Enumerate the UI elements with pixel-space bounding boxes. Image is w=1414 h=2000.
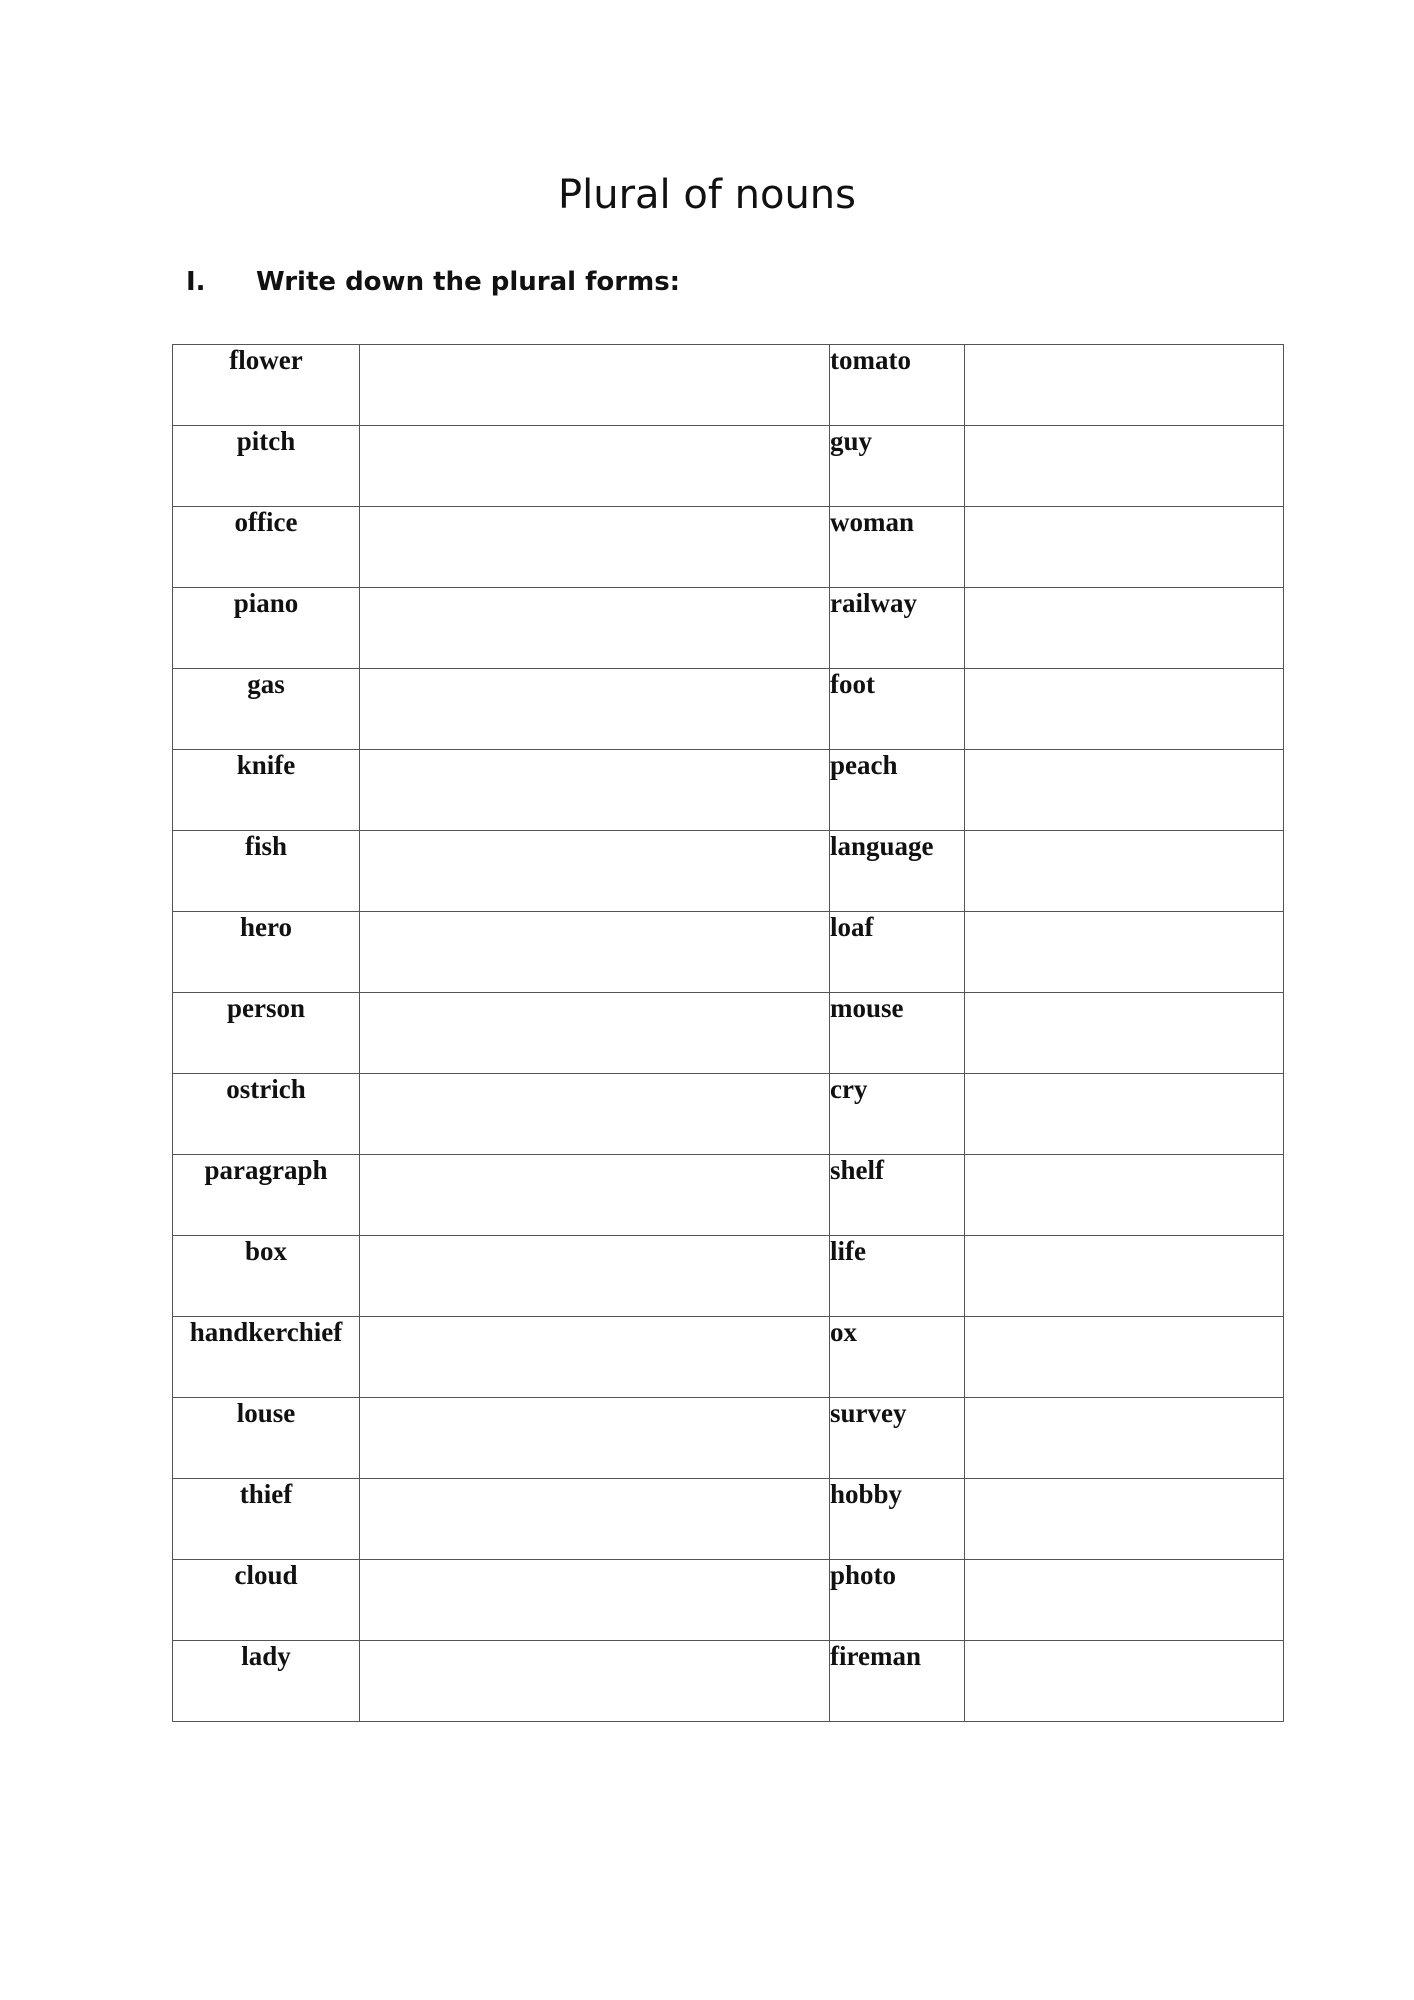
table-row xyxy=(173,750,1284,831)
plural-answer-cell[interactable] xyxy=(360,1236,830,1317)
plural-forms-table xyxy=(172,344,1284,1722)
singular-noun: shelf xyxy=(830,1155,965,1236)
singular-noun: flower xyxy=(173,345,360,426)
table-row xyxy=(173,426,1284,507)
table-row xyxy=(173,507,1284,588)
table-row xyxy=(173,1641,1284,1722)
singular-noun: fireman xyxy=(830,1641,965,1722)
singular-noun: hero xyxy=(173,912,360,993)
exercise-heading xyxy=(186,267,680,297)
singular-noun: peach xyxy=(830,750,965,831)
table-row xyxy=(173,669,1284,750)
singular-noun: guy xyxy=(830,426,965,507)
plural-answer-cell[interactable] xyxy=(360,993,830,1074)
table-row xyxy=(173,1398,1284,1479)
singular-noun: thief xyxy=(173,1479,360,1560)
singular-noun: loaf xyxy=(830,912,965,993)
plural-answer-cell[interactable] xyxy=(360,912,830,993)
plural-answer-cell[interactable] xyxy=(965,831,1284,912)
singular-noun: louse xyxy=(173,1398,360,1479)
singular-noun: railway xyxy=(830,588,965,669)
plural-answer-cell[interactable] xyxy=(965,1641,1284,1722)
plural-answer-cell[interactable] xyxy=(360,588,830,669)
singular-noun: hobby xyxy=(830,1479,965,1560)
plural-answer-cell[interactable] xyxy=(965,1155,1284,1236)
plural-answer-cell[interactable] xyxy=(360,1155,830,1236)
plural-answer-cell[interactable] xyxy=(965,669,1284,750)
singular-noun: fish xyxy=(173,831,360,912)
singular-noun: box xyxy=(173,1236,360,1317)
singular-noun: language xyxy=(830,831,965,912)
singular-noun: cry xyxy=(830,1074,965,1155)
singular-noun: ox xyxy=(830,1317,965,1398)
plural-answer-cell[interactable] xyxy=(360,1641,830,1722)
plural-answer-cell[interactable] xyxy=(360,345,830,426)
plural-answer-cell[interactable] xyxy=(965,1317,1284,1398)
plural-answer-cell[interactable] xyxy=(360,1074,830,1155)
singular-noun: pitch xyxy=(173,426,360,507)
singular-noun: handkerchief xyxy=(173,1317,360,1398)
table-row xyxy=(173,1479,1284,1560)
singular-noun: knife xyxy=(173,750,360,831)
page-title: Plural of nouns xyxy=(557,172,856,218)
table-row xyxy=(173,1317,1284,1398)
plural-answer-cell[interactable] xyxy=(360,507,830,588)
plural-answer-cell[interactable] xyxy=(965,1479,1284,1560)
plural-answer-cell[interactable] xyxy=(360,831,830,912)
plural-answer-cell[interactable] xyxy=(965,750,1284,831)
table-row xyxy=(173,588,1284,669)
table-row xyxy=(173,1074,1284,1155)
plural-answer-cell[interactable] xyxy=(965,912,1284,993)
singular-noun: paragraph xyxy=(173,1155,360,1236)
table-row xyxy=(173,345,1284,426)
table-row xyxy=(173,993,1284,1074)
plural-answer-cell[interactable] xyxy=(965,507,1284,588)
plural-answer-cell[interactable] xyxy=(965,345,1284,426)
singular-noun: tomato xyxy=(830,345,965,426)
singular-noun: piano xyxy=(173,588,360,669)
plural-answer-cell[interactable] xyxy=(965,993,1284,1074)
plural-answer-cell[interactable] xyxy=(965,1236,1284,1317)
plural-answer-cell[interactable] xyxy=(360,1560,830,1641)
table-row xyxy=(173,831,1284,912)
singular-noun: survey xyxy=(830,1398,965,1479)
exercise-number: I. xyxy=(186,267,206,297)
plural-answer-cell[interactable] xyxy=(965,426,1284,507)
plural-answer-cell[interactable] xyxy=(360,1479,830,1560)
singular-noun: office xyxy=(173,507,360,588)
table-row xyxy=(173,1236,1284,1317)
singular-noun: ostrich xyxy=(173,1074,360,1155)
plural-answer-cell[interactable] xyxy=(965,1074,1284,1155)
singular-noun: foot xyxy=(830,669,965,750)
plural-answer-cell[interactable] xyxy=(360,750,830,831)
plural-answer-cell[interactable] xyxy=(965,1560,1284,1641)
singular-noun: life xyxy=(830,1236,965,1317)
singular-noun: lady xyxy=(173,1641,360,1722)
plural-answer-cell[interactable] xyxy=(360,1398,830,1479)
singular-noun: photo xyxy=(830,1560,965,1641)
singular-noun: cloud xyxy=(173,1560,360,1641)
plural-answer-cell[interactable] xyxy=(360,1317,830,1398)
singular-noun: mouse xyxy=(830,993,965,1074)
plural-answer-cell[interactable] xyxy=(360,669,830,750)
table-row xyxy=(173,1155,1284,1236)
singular-noun: woman xyxy=(830,507,965,588)
plural-answer-cell[interactable] xyxy=(965,588,1284,669)
plural-answer-cell[interactable] xyxy=(360,426,830,507)
singular-noun: gas xyxy=(173,669,360,750)
plural-answer-cell[interactable] xyxy=(965,1398,1284,1479)
table-row xyxy=(173,912,1284,993)
singular-noun: person xyxy=(173,993,360,1074)
exercise-instruction: Write down the plural forms: xyxy=(256,267,681,297)
table-row xyxy=(173,1560,1284,1641)
